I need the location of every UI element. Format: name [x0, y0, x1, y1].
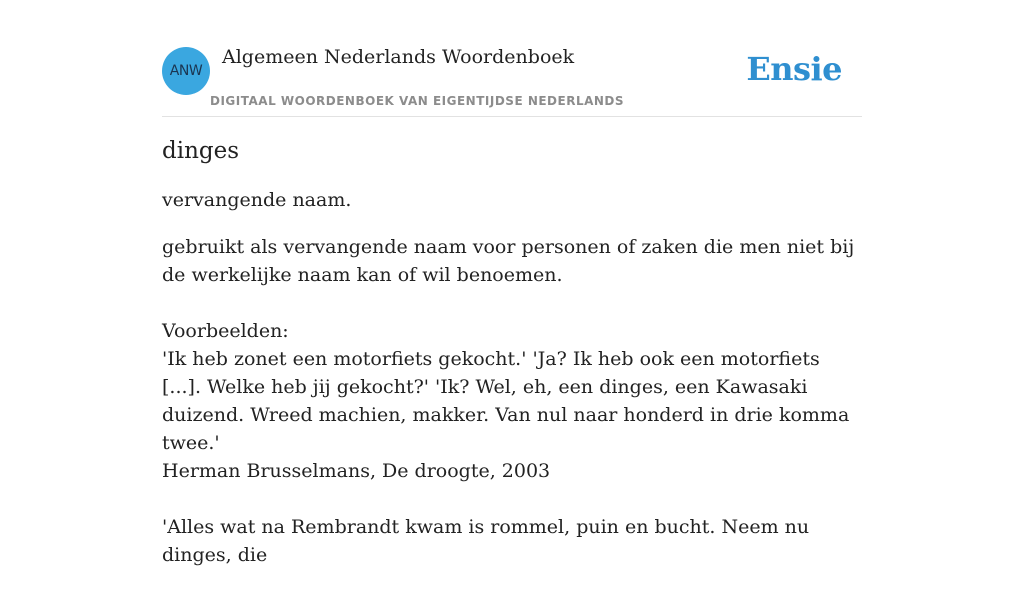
anw-logo[interactable]: ANW: [162, 47, 210, 95]
site-subtitle: DIGITAAL WOORDENBOEK VAN EIGENTIJDSE NEDERLANDS: [210, 94, 625, 108]
example-quote: 'Alles wat na Rembrandt kwam is rommel, puin en bucht. Neem nu dinges, die: [162, 516, 810, 566]
site-header: [162, 0, 862, 117]
examples-heading: Voorbeelden:: [162, 320, 289, 342]
ensie-logo-link[interactable]: Ensie: [746, 50, 842, 88]
entry-headword: dinges: [162, 138, 240, 164]
entry-definition: gebruikt als vervangende naam voor personen of zaken die men niet bij de werkelijke naam kan of wil benoemen.: [162, 236, 855, 286]
example-quote: 'Ik heb zonet een motorfiets gekocht.' 'Ja? Ik heb ook een motorfiets [...]. Welke heb jij gekocht?' 'Ik? Wel, eh, een dinges, een Kawasaki duizend. Wreed machien, makker. Van nul naar honderd in drie komma twee.': [162, 348, 850, 454]
example-item: [162, 345, 862, 485]
entry-content: [162, 138, 862, 597]
entry-gloss: vervangende naam.: [162, 189, 352, 211]
example-item: [162, 513, 862, 569]
site-title[interactable]: Algemeen Nederlands Woordenboek: [222, 46, 575, 68]
example-source: Herman Brusselmans, De droogte, 2003: [162, 460, 551, 482]
